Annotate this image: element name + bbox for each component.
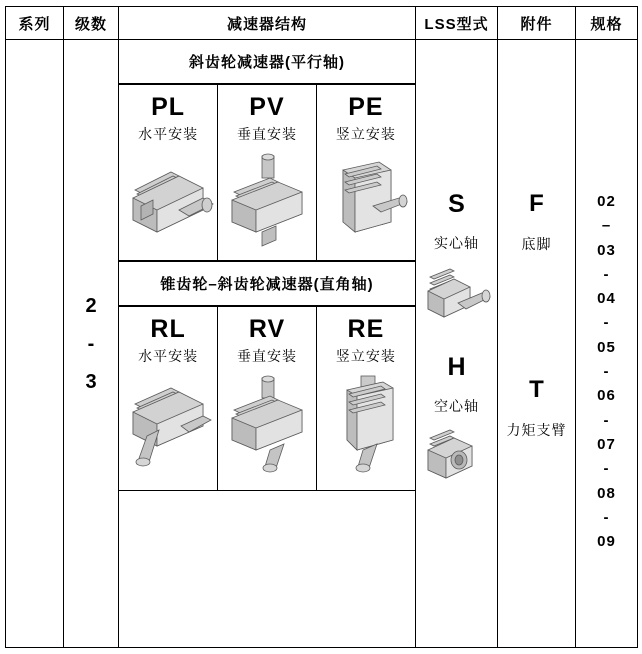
model-code-pl: PL <box>151 93 186 121</box>
header-accessory: 附件 <box>498 7 576 40</box>
group-title-parallel: 斜齿轮减速器(平行轴) <box>119 40 415 84</box>
model-desc-rv: 垂直安装 <box>236 348 297 364</box>
model-desc-pv: 垂直安装 <box>236 126 297 142</box>
cell-stages-value <box>64 40 119 648</box>
header-series: 系列 <box>6 7 64 40</box>
size-item-7: - <box>603 363 610 381</box>
size-item-4: 04 <box>597 290 616 308</box>
group-parallel-models <box>119 84 415 261</box>
size-list <box>576 40 637 554</box>
header-structure: 减速器结构 <box>119 7 416 40</box>
size-item-10: 07 <box>597 435 616 453</box>
model-cell-pe <box>316 85 415 261</box>
model-code-rl: RL <box>150 315 186 343</box>
model-desc-rl: 水平安装 <box>138 348 199 364</box>
size-item-2: 03 <box>597 241 616 259</box>
cell-lss <box>416 40 498 648</box>
model-cell-rv <box>218 307 317 491</box>
size-item-1: – <box>601 217 612 235</box>
model-desc-pe: 竖立安装 <box>335 126 396 142</box>
accessory-code-t: T <box>529 376 544 403</box>
accessory-desc-t: 力矩支臂 <box>506 422 567 438</box>
model-designation-table <box>5 6 638 648</box>
size-item-5: - <box>603 314 610 332</box>
model-code-pv: PV <box>249 93 285 121</box>
size-item-11: - <box>603 460 610 478</box>
model-desc-pl: 水平安装 <box>138 126 199 142</box>
lss-code-h: H <box>447 353 466 381</box>
model-desc-re: 竖立安装 <box>335 348 396 364</box>
size-item-13: - <box>603 508 610 526</box>
size-item-6: 05 <box>597 338 616 356</box>
size-item-0: 02 <box>597 193 616 210</box>
lss-desc-h: 空心轴 <box>434 398 479 414</box>
lss-code-s: S <box>448 190 465 218</box>
stages-line-2: - <box>87 332 95 355</box>
cell-size <box>576 40 638 648</box>
size-item-12: 08 <box>597 484 616 502</box>
cell-series-value <box>6 40 64 648</box>
size-item-9: - <box>603 411 610 429</box>
gearbox-pv-icon <box>218 148 316 260</box>
size-item-14: 09 <box>597 533 616 551</box>
header-stages: 级数 <box>64 7 119 40</box>
model-cell-pl <box>119 85 218 261</box>
gearbox-re-icon <box>317 370 415 490</box>
model-code-pe: PE <box>348 93 384 121</box>
cell-structure <box>119 40 416 648</box>
cell-accessory <box>498 40 576 648</box>
table-body-row <box>6 40 638 648</box>
table-header-row <box>6 7 638 40</box>
gearbox-pe-icon <box>317 148 415 260</box>
gearbox-pl-icon <box>119 148 217 260</box>
hollow-shaft-icon <box>416 428 497 498</box>
accessory-desc-f: 底脚 <box>521 236 552 252</box>
model-code-re: RE <box>347 315 385 343</box>
model-cell-pv <box>218 85 317 261</box>
stages-line-3: 3 <box>85 370 97 393</box>
accessory-code-f: F <box>529 190 544 217</box>
model-code-rv: RV <box>248 315 286 343</box>
header-lss: LSS型式 <box>416 7 498 40</box>
group-title-bevel: 锥齿轮–斜齿轮减速器(直角轴) <box>119 261 415 306</box>
header-size: 规格 <box>576 7 638 40</box>
size-item-3: - <box>603 265 610 283</box>
stages-line-1: 2 <box>85 294 97 317</box>
size-item-8: 06 <box>597 387 616 405</box>
gearbox-rv-icon <box>218 370 316 490</box>
model-cell-re <box>316 307 415 491</box>
solid-shaft-icon <box>416 265 497 335</box>
lss-desc-s: 实心轴 <box>434 235 479 251</box>
model-cell-rl <box>119 307 218 491</box>
gearbox-rl-icon <box>119 370 217 490</box>
group-bevel-models <box>119 306 415 491</box>
